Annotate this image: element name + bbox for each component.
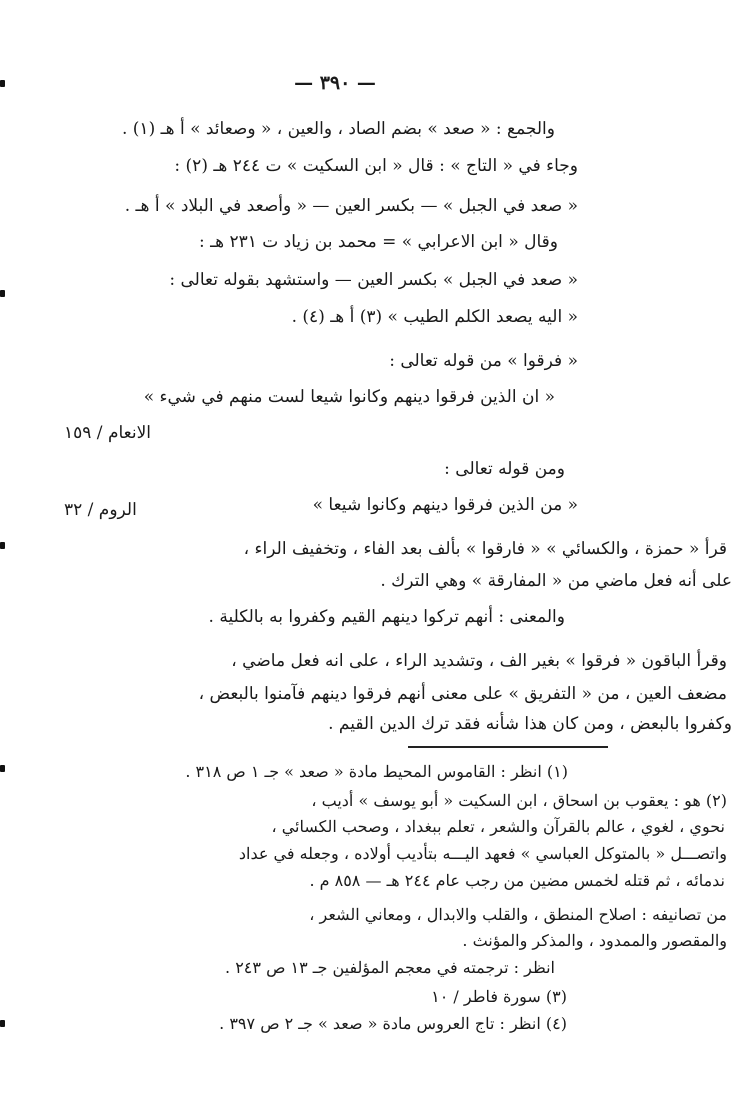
footnote-2: (٢) هو : يعقوب بن اسحاق ، ابن السكيت « أبو يوسف » أديب ، (311, 791, 727, 810)
body-line-5: « صعد في الجبل » بكسر العين — واستشهد بقوله تعالى : (169, 270, 578, 290)
footnote-2-line-6: والمقصور والممدود ، والمذكر والمؤنث . (462, 931, 727, 950)
footnote-2-line-2: نحوي ، لغوي ، عالم بالقرآن والشعر ، تعلم ببغداد ، وصحب الكسائي ، (271, 817, 725, 836)
footnote-3: (٣) سورة فاطر / ١٠ (431, 987, 567, 1006)
body-line-6: « اليه يصعد الكلم الطيب » (٣) أ هـ (٤) . (291, 307, 578, 327)
body-line-16: وكفروا بالبعض ، ومن كان هذا شأنه فقد ترك الدين القيم . (328, 714, 732, 734)
body-line-3: « صعد في الجبل » — بكسر العين — « وأصعد في البلاد » أ هـ . (124, 196, 578, 216)
body-line-2: وجاء في « التاج » : قال « ابن السكيت » ت ٢٤٤ هـ (٢) : (174, 156, 578, 176)
body-line-12: على أنه فعل ماضي من « المفارقة » وهي الترك . (380, 571, 732, 591)
body-line-14: وقرأ الباقون « فرقوا » بغير الف ، وتشديد الراء ، على انه فعل ماضي ، (231, 651, 727, 671)
scan-mark (0, 1020, 5, 1027)
footnote-4: (٤) انظر : تاج العروس مادة « صعد » جـ ٢ ص ٣٩٧ . (219, 1014, 567, 1033)
body-line-11: قرأ « حمزة ، والكسائي » « فارقوا » بألف بعد الفاء ، وتخفيف الراء ، (243, 539, 727, 559)
scan-mark (0, 765, 5, 772)
scan-mark (0, 542, 5, 549)
ref-anam: الانعام / ١٥٩ (64, 423, 151, 443)
body-line-15: مضعف العين ، من « التفريق » على معنى أنهم فرقوا دينهم فآمنوا بالبعض ، (198, 684, 727, 704)
scan-mark (0, 290, 5, 297)
body-line-13: والمعنى : أنهم تركوا دينهم القيم وكفروا به بالكلية . (208, 607, 565, 627)
footnote-2-line-7: انظر : ترجمته في معجم المؤلفين جـ ١٣ ص ٢٤٣ . (225, 958, 555, 977)
footnote-2-line-3: واتصـــل « بالمتوكل العباسي » فعهد اليـــه بتأديب أولاده ، وجعله في عداد (238, 844, 727, 863)
body-line-8: « ان الذين فرقوا دينهم وكانوا شيعا لست منهم في شيء » (143, 387, 555, 407)
footnote-1: (١) انظر : القاموس المحيط مادة « صعد » جـ ١ ص ٣١٨ . (185, 762, 568, 781)
body-line-1: والجمع : « صعد » بضم الصاد ، والعين ، « وصعائد » أ هـ (١) . (121, 119, 555, 139)
body-line-9: ومن قوله تعالى : (444, 459, 565, 479)
body-line-4: وقال « ابن الاعرابي » = محمد بن زياد ت ٢٣١ هـ : (198, 232, 558, 252)
footnote-2-line-4: ندمائه ، ثم قتله لخمس مضين من رجب عام ٢٤٤ هـ — ٨٥٨ م . (309, 871, 725, 890)
page-number: — ٣٩٠ — (294, 72, 376, 94)
body-line-10: « من الذين فرقوا دينهم وكانوا شيعا » (312, 495, 578, 515)
scan-mark (0, 80, 5, 87)
ref-rum: الروم / ٣٢ (64, 500, 137, 520)
footnote-divider (408, 746, 608, 748)
footnote-2-line-5: من تصانيفه : اصلاح المنطق ، والقلب والابدال ، ومعاني الشعر ، (309, 905, 727, 924)
body-line-7: « فرقوا » من قوله تعالى : (389, 351, 578, 371)
